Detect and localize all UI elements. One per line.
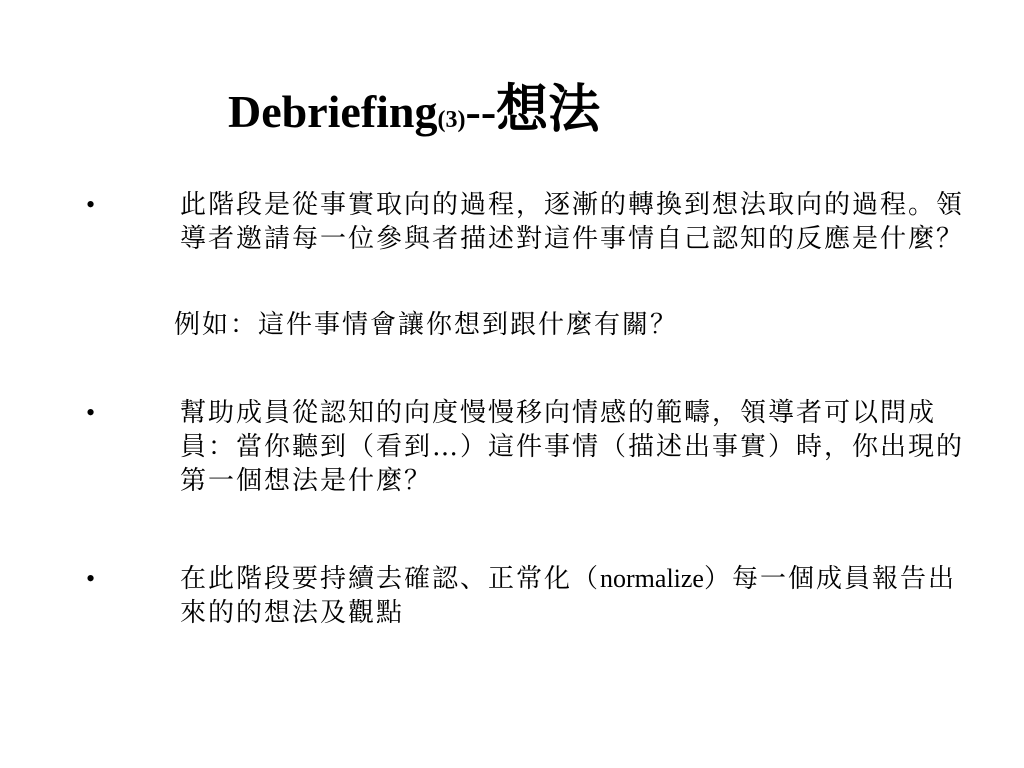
title-main: Debriefing xyxy=(228,86,438,137)
title-subscript: (3) xyxy=(437,107,466,133)
bullet-marker: • xyxy=(86,190,96,219)
bullet-text-3-before: 在此階段要持續去確認、正常化（ xyxy=(180,564,601,594)
bullet-text-1: 此階段是從事實取向的過程，逐漸的轉換到想法取向的過程。領導者邀請每一位參與者描述對這件事情自己認知的反應是什麼？ xyxy=(180,190,965,254)
bullet-text-2: 幫助成員從認知的向度慢慢移向情感的範疇，領導者可以問成員：當你聽到（看到…）這件事情（描述出事實）時，你出現的第一個想法是什麼？ xyxy=(180,398,965,496)
example-line: 例如：這件事情會讓你想到跟什麼有關？ xyxy=(174,310,679,340)
title-cjk: 想法 xyxy=(496,79,601,140)
bullet-text-3 xyxy=(180,562,970,630)
bullet-text-3-after: ）每一個成員報告出來的的想法及觀點 xyxy=(180,564,956,628)
title-dash: -- xyxy=(465,86,497,137)
bullet-text-3-latin: normalize xyxy=(600,564,704,593)
bullet-marker: • xyxy=(86,564,96,593)
slide-title xyxy=(228,79,601,140)
bullet-marker: • xyxy=(86,398,96,427)
